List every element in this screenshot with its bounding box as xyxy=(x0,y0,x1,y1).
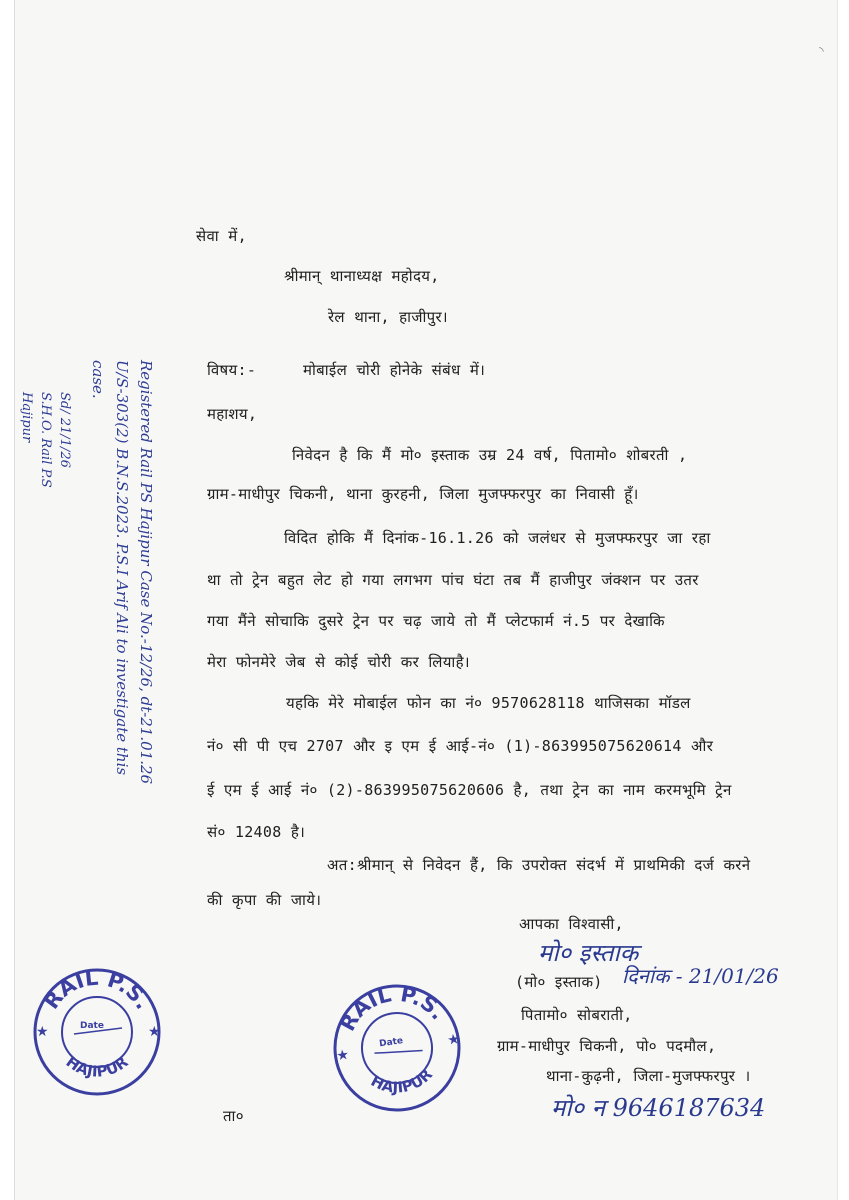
officer-place: Hajipur xyxy=(19,392,34,443)
body-line: की कृपा की जाये। xyxy=(207,891,322,909)
body-line: मेरा फोनमेरे जेब से कोई चोरी कर लियाहै। xyxy=(207,653,470,671)
sender-signature: मो० इस्ताक xyxy=(538,939,639,967)
svg-text:HAJIPUR xyxy=(366,1063,438,1101)
svg-text:RAIL P.S. xyxy=(331,974,453,1037)
registration-note-line-2: U/S-303(2) B.N.S.2023. P.S.I Arif Ali to investigate this xyxy=(113,360,131,776)
sender-thana: थाना-कुढ़नी, जिला-मुजफ्फरपुर । xyxy=(546,1067,751,1085)
footer-date-label: ता० xyxy=(223,1107,244,1125)
fold-mark: ◝ xyxy=(819,44,824,58)
sender-father: पितामो० सोबराती, xyxy=(521,1006,633,1024)
body-line: ग्राम-माधीपुर चिकनी, थाना कुरहनी, जिला मुजफ्फरपुर का निवासी हूँ। xyxy=(207,485,639,503)
stamp-date-label: Date xyxy=(80,1021,104,1031)
officer-signature: Sd/ 21/1/26 xyxy=(57,392,72,468)
registration-note-line-1: Registered Rail PS Hajipur Case No.-12/26, dt-21.01.26 xyxy=(137,360,155,785)
stamp-name: RAIL P.S. xyxy=(335,981,451,1035)
salutation-to: सेवा में, xyxy=(196,227,247,245)
greeting: महाशय, xyxy=(207,405,258,423)
body-line: नं० सी पी एच 2707 और इ एम ई आई-नं० (1)-863995075620614 और xyxy=(207,737,714,755)
stamp-name: RAIL P.S. xyxy=(39,965,156,1014)
stamp-place: HAJIPUR xyxy=(62,1052,132,1081)
officer-title: S.H.O. Rail P.S xyxy=(38,392,53,488)
closing: आपका विश्वासी, xyxy=(519,915,624,933)
rail-ps-stamp-left xyxy=(22,952,172,1102)
body-line: यहकि मेरे मोबाईल फोन का नं० 9570628118 थाजिसका मॉडल xyxy=(286,694,691,712)
body-line: गया मैंने सोचाकि दुसरे ट्रेन पर चढ़ जाये तो मैं प्लेटफार्म नं.5 पर देखाकि xyxy=(207,612,665,630)
rail-ps-stamp-right xyxy=(322,970,472,1120)
svg-text:★: ★ xyxy=(36,1024,49,1040)
sender-village: ग्राम-माधीपुर चिकनी, पो० पदमौल, xyxy=(497,1037,717,1055)
addressee-line-1: श्रीमान् थानाध्यक्ष महोदय, xyxy=(284,267,440,285)
body-line: था तो ट्रेन बहुत लेट हो गया लगभग पांच घंटा तब मैं हाजीपुर जंक्शन पर उतर xyxy=(207,571,699,589)
subject-text: मोबाईल चोरी होनेके संबंध में। xyxy=(303,361,486,379)
svg-text:RAIL P.S. xyxy=(39,966,155,1014)
registration-note-line-3: case. xyxy=(89,360,107,399)
body-line: अत:श्रीमान् से निवेदन हैं, कि उपरोक्त संदर्भ में प्राथमिकी दर्ज करने xyxy=(327,856,751,874)
officer-endorsement xyxy=(19,392,72,488)
stamp-date-label: Date xyxy=(378,1036,404,1050)
svg-text:★: ★ xyxy=(148,1024,161,1040)
addressee-line-2: रेल थाना, हाजीपुर। xyxy=(328,308,448,326)
body-line: विदित होकि मैं दिनांक-16.1.26 को जलंधर से मुजफ्फरपुर जा रहा xyxy=(284,529,711,547)
body-line: ई एम ई आई नं० (2)-863995075620606 है, तथा ट्रेन का नाम करमभूमि ट्रेन xyxy=(207,781,732,799)
svg-text:HAJIPUR xyxy=(63,1052,132,1080)
svg-text:★: ★ xyxy=(446,1031,462,1049)
sender-mobile: मो० न 9646187634 xyxy=(551,1094,766,1122)
stamp-seal-icon xyxy=(322,970,472,1120)
registration-note xyxy=(89,360,155,784)
sender-name: (मो० इस्ताक) xyxy=(515,973,603,991)
svg-text:★: ★ xyxy=(335,1046,351,1065)
body-line: सं० 12408 है। xyxy=(207,823,306,841)
body-line: निवेदन है कि मैं मो० इस्ताक उम्र 24 वर्ष, पितामो० शोबरती , xyxy=(292,446,688,464)
handwritten-date: दिनांक - 21/01/26 xyxy=(622,964,779,988)
subject-label: विषय:- xyxy=(207,361,257,379)
stamp-place: HAJIPUR xyxy=(367,1065,436,1097)
stamp-seal-icon xyxy=(22,952,172,1102)
